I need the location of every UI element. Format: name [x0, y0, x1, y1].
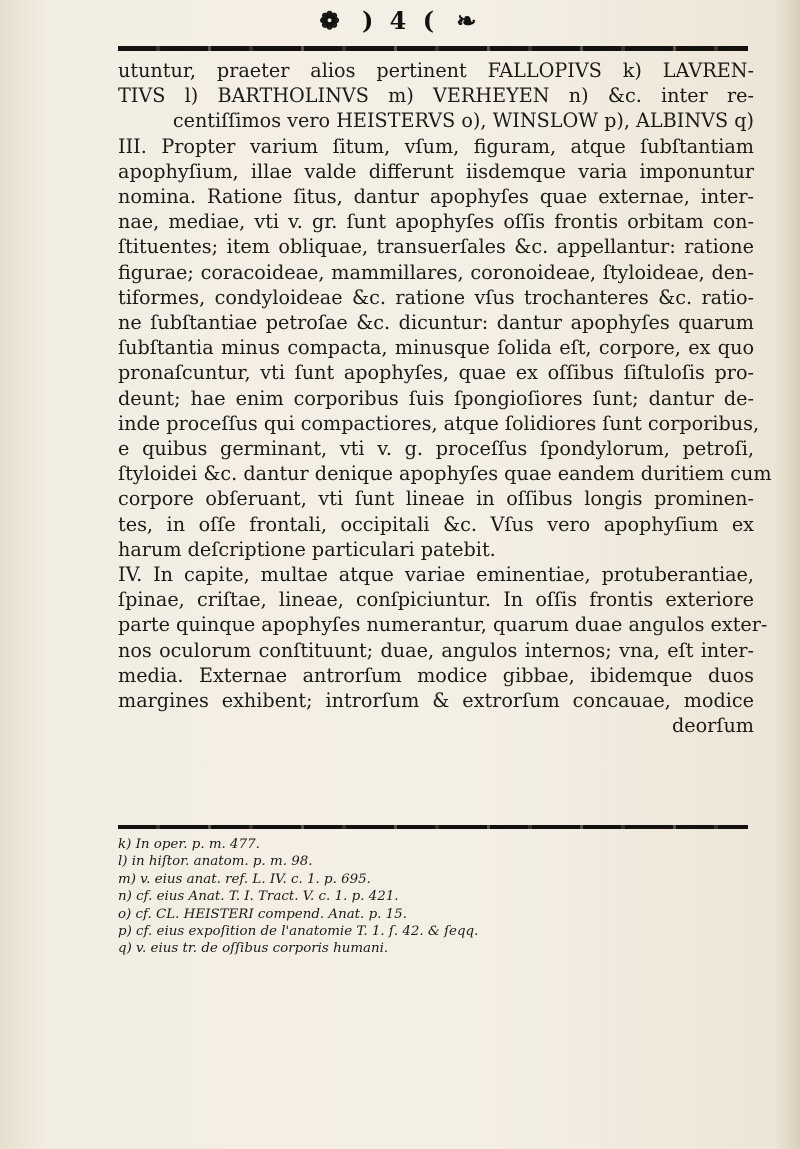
ornament-left-icon: ❁	[319, 6, 344, 35]
page-header	[0, 6, 800, 35]
footnote: l) in hiſtor. anatom. p. m. 98.	[118, 854, 313, 870]
text-line: corpore obſeruant, vti ſunt lineae in oſſibus longis prominen-	[118, 487, 754, 511]
text-line: apophyſium, illae valde differunt iisdemque varia imponuntur	[118, 159, 754, 183]
footnote: q) v. eius tr. de oſſibus corporis humani.	[118, 941, 389, 957]
text-line: margines exhibent; introrſum & extrorſum concauae, modice	[118, 689, 754, 713]
text-line: media. Externae antrorſum modice gibbae, ibidemque duos	[118, 663, 754, 687]
footnotes	[118, 836, 754, 958]
text-line: TIVS l) BARTHOLINVS m) VERHEYEN n) &c. inter re-	[118, 84, 754, 108]
text-line: ſtituentes; item obliquae, transuerſales &c. appellantur: ratione	[118, 235, 754, 259]
section-iv-line: IV. In capite, multae atque variae eminentiae, protuberantiae,	[118, 563, 754, 587]
section-iii-line: III. Propter varium ſitum, vſum, figuram, atque ſubſtantiam	[118, 134, 754, 158]
text-line: nae, mediae, vti v. gr. ſunt apophyſes oſſis frontis orbitam con-	[118, 210, 754, 234]
text-line: nos oculorum conſtituunt; duae, angulos internos; vna, eſt inter-	[118, 638, 754, 662]
footnote: n) cf. eius Anat. T. I. Tract. V. c. 1. p. 421.	[118, 889, 399, 905]
text-line: ſpinae, criſtae, lineae, conſpiciuntur. In oſſis frontis exteriore	[118, 588, 754, 612]
page-edge-shadow	[774, 0, 800, 1149]
text-line: figurae; coracoideae, mammillares, coronoideae, ſtyloideae, den-	[118, 260, 754, 284]
text-line: ſtyloidei &c. dantur denique apophyſes quae eandem duritiem cum	[118, 462, 772, 486]
text-line: parte quinque apophyſes numerantur, quarum duae angulos exter-	[118, 613, 768, 637]
ornament-right-icon: ❧	[456, 6, 481, 35]
text-line: e quibus germinant, vti v. g. proceſſus ſpondylorum, petroſi,	[118, 437, 754, 461]
footnote: p) cf. eius expoſition de l'anatomie T. 1. ſ. 42. & ſeqq.	[118, 924, 479, 940]
text-line: harum deſcriptione particulari patebit.	[118, 537, 496, 561]
text-line: utuntur, praeter alios pertinent FALLOPIVS k) LAVREN-	[118, 59, 754, 82]
text-line: pronaſcuntur, vti ſunt apophyſes, quae ex oſſibus ſiſtuloſis pro-	[118, 361, 754, 385]
footnote: m) v. eius anat. ref. L. IV. c. 1. p. 695.	[118, 871, 371, 887]
page-number: ) 4 (	[361, 6, 439, 35]
main-text	[118, 58, 772, 738]
header-rule	[118, 46, 748, 51]
footnote: k) In oper. p. m. 477.	[118, 837, 260, 852]
footnote: o) cf. CL. HEISTERI compend. Anat. p. 15.	[118, 906, 407, 922]
text-line: deunt; hae enim corporibus ſuis ſpongioſiores ſunt; dantur de-	[118, 386, 754, 410]
text-line: ne ſubſtantiae petroſae &c. dicuntur: dantur apophyſes quarum	[118, 311, 754, 335]
footnote-rule	[118, 825, 748, 829]
text-line: tiformes, condyloideae &c. ratione vſus trochanteres &c. ratio-	[118, 285, 754, 309]
text-line: nomina. Ratione ſitus, dantur apophyſes quae externae, inter-	[118, 185, 754, 209]
catchword: deorſum	[671, 714, 754, 738]
text-line: inde proceſſus qui compactiores, atque ſolidiores ſunt corporibus,	[118, 411, 760, 435]
text-line: ſubſtantia minus compacta, minusque ſolida eſt, corpore, ex quo	[118, 336, 754, 360]
text-line: tes, in oſſe frontali, occipitali &c. Vſus vero apophyſium ex	[118, 512, 754, 536]
text-line: centiſſimos vero HEISTERVS o), WINSLOW p), ALBINVS q)	[172, 109, 754, 133]
